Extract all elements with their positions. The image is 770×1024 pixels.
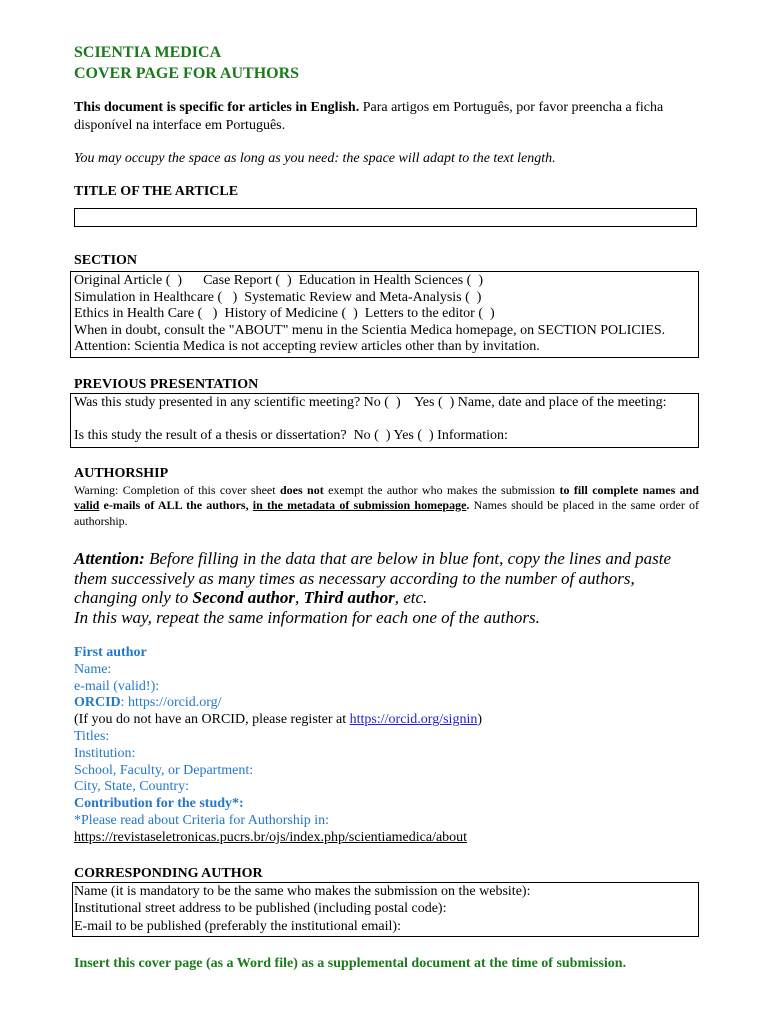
author-school-field[interactable]: School, Faculty, or Department: — [74, 762, 254, 778]
orcid-url: : https://orcid.org/ — [120, 695, 222, 711]
intro-bold: This document is specific for articles in English. — [74, 100, 360, 115]
previous-thesis: Is this study the result of a thesis or dissertation? No ( ) Yes ( ) Information: — [74, 428, 508, 443]
warning-valid: valid — [74, 498, 100, 512]
warning-text-1: Warning: Completion of this cover sheet — [74, 482, 280, 497]
authorship-warning — [74, 483, 699, 530]
warning-metadata: in the metadata of submission homepage — [252, 498, 467, 512]
section-heading: SECTION — [74, 253, 138, 268]
space-note: You may occupy the space as long as you need: the space will adapt to the text length. — [74, 151, 556, 166]
section-options-2: Simulation in Healthcare ( ) Systematic Review and Meta-Analysis ( ) — [74, 289, 482, 305]
attention-label: Attention: — [74, 549, 145, 568]
attention-second-author: Second author — [192, 588, 296, 607]
previous-meeting: Was this study presented in any scientific meeting? No ( ) Yes ( ) Name, date and place of the meeting: — [74, 394, 667, 410]
attention-repeat: In this way, repeat the same information for each one of the authors. — [74, 607, 540, 627]
corresponding-box[interactable] — [72, 882, 699, 938]
orcid-register-note — [74, 712, 699, 729]
attention-third-author: Third author — [303, 588, 395, 607]
corresponding-email: E-mail to be published (preferably the institutional email): — [74, 918, 401, 934]
attention-etc: , etc. — [394, 588, 428, 607]
author-contribution-field[interactable]: Contribution for the study*: — [74, 796, 244, 812]
document-page — [74, 42, 699, 972]
corresponding-address: Institutional street address to be published (including postal code): — [74, 901, 447, 917]
attention-text: Before filling in the data that are below in blue font, copy the lines and paste them successively as many times as necessary according to the number of authors, changing only to — [74, 549, 671, 607]
warning-emails: e-mails of ALL the authors, — [99, 498, 253, 512]
authorship-heading: AUTHORSHIP — [74, 465, 169, 481]
article-title-field[interactable] — [74, 208, 697, 227]
author-name-field[interactable]: Name: — [74, 661, 112, 677]
author-titles-field[interactable]: Titles: — [74, 728, 110, 744]
title-heading: TITLE OF THE ARTICLE — [74, 184, 239, 199]
criteria-link[interactable]: https://revistaseletronicas.pucrs.br/ojs/index.php/scientiamedica/about — [74, 829, 468, 845]
orcid-label: ORCID — [74, 695, 121, 711]
submission-instruction: Insert this cover page (as a Word file) as a supplemental document at the time of submission. — [74, 956, 627, 972]
journal-header — [74, 42, 699, 84]
warning-order: Names should be placed in the same order of authorship. — [74, 498, 699, 528]
intro-paragraph — [74, 99, 699, 135]
journal-title: SCIENTIA MEDICA — [74, 44, 222, 61]
author-city-field[interactable]: City, State, Country: — [74, 779, 189, 795]
criteria-note: *Please read about Criteria for Authorship in: — [74, 812, 330, 828]
intro-rest: Para artigos em Português, por favor preencha a ficha disponível na interface em Português. — [74, 100, 664, 133]
author-orcid-field[interactable] — [74, 695, 699, 712]
warning-period: . — [466, 498, 470, 512]
author-institution-field[interactable]: Institution: — [74, 745, 136, 761]
previous-heading: PREVIOUS PRESENTATION — [74, 376, 259, 392]
warning-does-not: does not — [279, 482, 324, 497]
register-pre: (If you do not have an ORCID, please register at — [74, 712, 350, 728]
warning-text-2: exempt the author who makes the submission — [323, 482, 560, 497]
previous-box[interactable] — [70, 393, 699, 448]
first-author-block — [74, 645, 699, 847]
corresponding-name: Name (it is mandatory to be the same who makes the submission on the website): — [74, 883, 531, 899]
cover-page-title: COVER PAGE FOR AUTHORS — [74, 65, 300, 82]
author-email-field[interactable]: e-mail (valid!): — [74, 678, 160, 694]
attention-paragraph — [74, 549, 699, 627]
attention-comma: , — [295, 588, 304, 607]
section-box[interactable] — [70, 271, 699, 358]
section-options-3: Ethics in Health Care ( ) History of Medicine ( ) Letters to the editor ( ) — [74, 306, 495, 321]
register-post: ) — [477, 712, 483, 728]
warning-fill-names: to fill complete names and — [559, 482, 699, 497]
first-author-heading: First author — [74, 645, 147, 660]
corresponding-heading: CORRESPONDING AUTHOR — [74, 865, 263, 881]
section-options-1: Original Article ( ) Case Report ( ) Education in Health Sciences ( ) — [74, 273, 483, 288]
orcid-signin-link[interactable]: https://orcid.org/signin — [349, 712, 478, 728]
section-note: When in doubt, consult the "ABOUT" menu in the Scientia Medica homepage, on SECTION POLICIES. Attention: Scientia Medica is not accepting review articles other than by invitation. — [74, 322, 666, 354]
